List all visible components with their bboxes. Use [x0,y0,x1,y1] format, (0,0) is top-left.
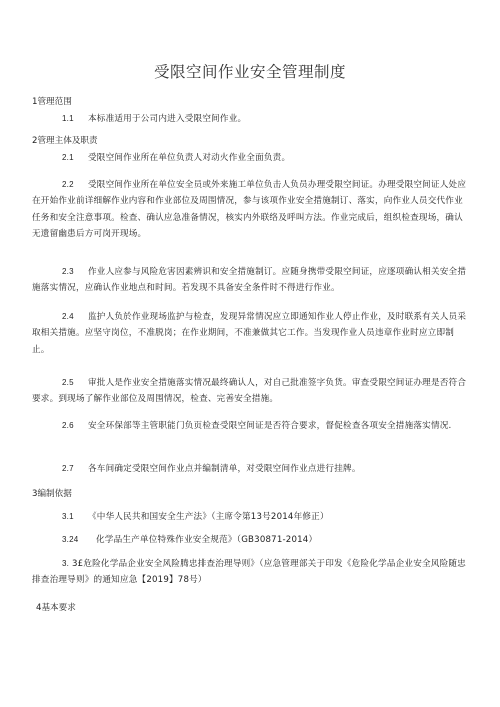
clause-number: 2.6 [62,421,74,430]
clause-text: 各车间确定受限空间作业点并编制清单，对受限空间作业点进行挂牌。 [88,464,361,474]
clause-text: 《中华人民共和国安全生产法》（主席令第13号2014年修正） [88,512,329,522]
paragraph-2-7 [32,461,470,477]
paragraph-2-4 [32,309,470,358]
clause-text: 监护人负於作业现场监护与检查，发现异常情况应立即通知作业人停止作业，及时联系有关人员采取相关措施。应坚守岗位，不准脱岗；在作业期间，不准兼做其它工作。当发现作业人员违章作业时应立即制止。 [32,312,467,355]
clause-number: 2.3 [62,267,74,276]
clause-number: 3.24 [62,535,79,544]
clause-number: 1.1 [62,114,74,123]
page-title: 受限空间作业安全管理制度 [153,63,346,81]
clause-number: 2.4 [62,312,74,321]
paragraph-2-3 [32,264,470,297]
paragraph-2-2 [32,177,470,243]
clause-text: 审批人是作业安全措施落实情况最终确认人，对自己批准签字负货。审查受限空间证办理是否符合要求。到现场了解作业部位及周围情况，检查、完善安全措施。 [32,378,467,405]
clause-text: 安全环保部等主管职能门负页检查受限空间证是否符合要求，督促检查各项安全措施落实情况. [88,421,452,431]
clause-number: 2.2 [62,180,74,189]
paragraph-1-1 [32,111,470,127]
clause-number: 2.5 [62,378,74,387]
clause-text: 受限空间作业所在单位负责人对动火作业全面负责。 [88,153,291,163]
clause-text: 作业人应参与风险危害因素辨识和安全措施制订。应随身携带受限空间证，应逐项确认相关安全措施落实情况，应确认作业地点和时间。若发现不具备安全条件时不得进行作业。 [32,267,467,294]
clause-text: 化学品生产单位特殊作业安全规范》（GB30871-2014） [96,535,318,545]
clause-text: 3£危险化学品企业安全风险腾忠排查治理导则》（应急管理部关于印发《危险化学品企业安全风险随忠排查治理导则》的通知应急【2019】78号） [32,559,466,586]
section-heading-3: 3编制依据 [32,489,72,499]
paragraph-3-2 [32,532,470,548]
clause-number: 3.1 [62,512,74,521]
paragraph-3-3 [32,556,470,589]
paragraph-3-1 [32,509,470,525]
clause-text: 受限空间作业所在单位安全员或外来施工单位负击人负员办理受限空间证。办理受限空间证人处应在开始作业前详细解作业内容和作业部位及周围情况，参与该项作业安全措施制订、落实，向作业人员交代作业任务和安全注意事项。检查、确认应急准备情况，核实内外联络及呼叫方法。作业完成后，组织检查现场，确认无遗留幽患后方可岗开现场。 [32,180,467,240]
section-heading-2: 2管理主体及职责 [32,136,98,146]
clause-number: 2.7 [62,464,74,473]
paragraph-2-1 [32,150,470,166]
paragraph-2-5 [32,375,470,408]
clause-number: 3. [62,559,70,568]
clause-number: 2.1 [62,153,74,162]
paragraph-2-6 [32,418,470,434]
clause-text: 本标准适用于公司内进入受限空间作业。 [88,114,247,124]
section-heading-1: 1管理范围 [32,97,72,107]
section-heading-4: 4基本要求 [36,603,76,613]
